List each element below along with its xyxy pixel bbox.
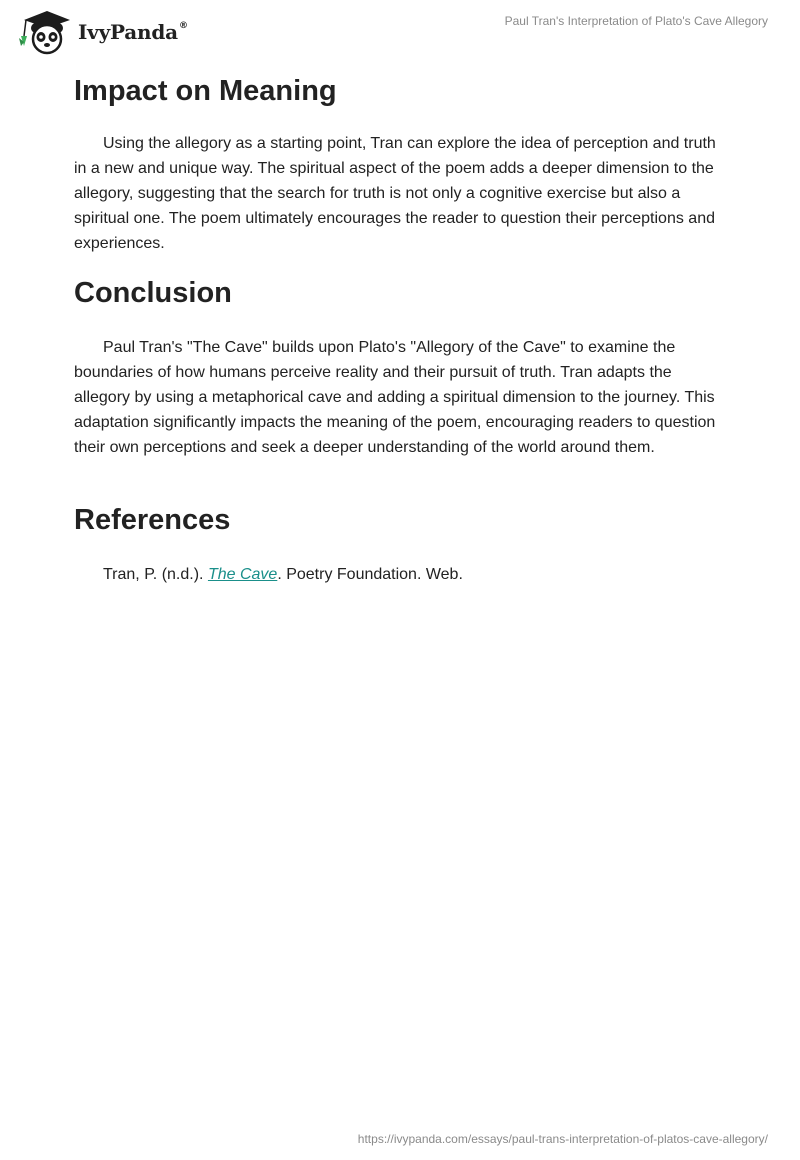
reference-title-link[interactable]: The Cave: [207, 566, 278, 583]
section-heading: Conclusion: [74, 277, 232, 309]
reference-author-date: Tran, P. (n.d.).: [103, 566, 208, 583]
brand-text: IvyPanda: [78, 20, 178, 44]
section-paragraph: Using the allegory as a starting point, Tran can explore the idea of perception and truth in a new and unique way. The spiritual aspect of the poem adds a deeper dimension to the allegory, suggesting that the search for truth is not only a cognitive exercise but also a spiritual one. The poem ultimately encourages the reader to question their perceptions and experiences.: [74, 135, 716, 252]
ivypanda-logo[interactable]: [16, 8, 188, 56]
section-paragraph: Paul Tran's "The Cave" builds upon Plato's "Allegory of the Cave" to examine the boundaries of how humans perceive reality and their pursuit of truth. Tran adapts the allegory by using a metaphorical cave and adding a spiritual dimension to the journey. This adaptation significantly impacts the meaning of the poem, encouraging readers to question their own perceptions and seek a deeper understanding of the world around them.: [74, 339, 716, 456]
reference-publisher: . Poetry Foundation. Web.: [277, 566, 463, 583]
brand-name: [78, 20, 188, 44]
section-references: [74, 499, 463, 583]
section-conclusion: [74, 272, 716, 456]
reference-entry: [74, 562, 724, 587]
section-impact-on-meaning: [74, 70, 716, 252]
section-heading: References: [74, 504, 231, 536]
registered-mark: ®: [178, 21, 188, 32]
footer-url: https://ivypanda.com/essays/paul-trans-interpretation-of-platos-cave-allegory/: [357, 1132, 768, 1146]
section-heading: Impact on Meaning: [74, 75, 337, 107]
page-header: [0, 0, 800, 60]
panda-graduate-icon: [16, 8, 74, 56]
running-title: Paul Tran's Interpretation of Plato's Cave Allegory: [504, 14, 768, 28]
